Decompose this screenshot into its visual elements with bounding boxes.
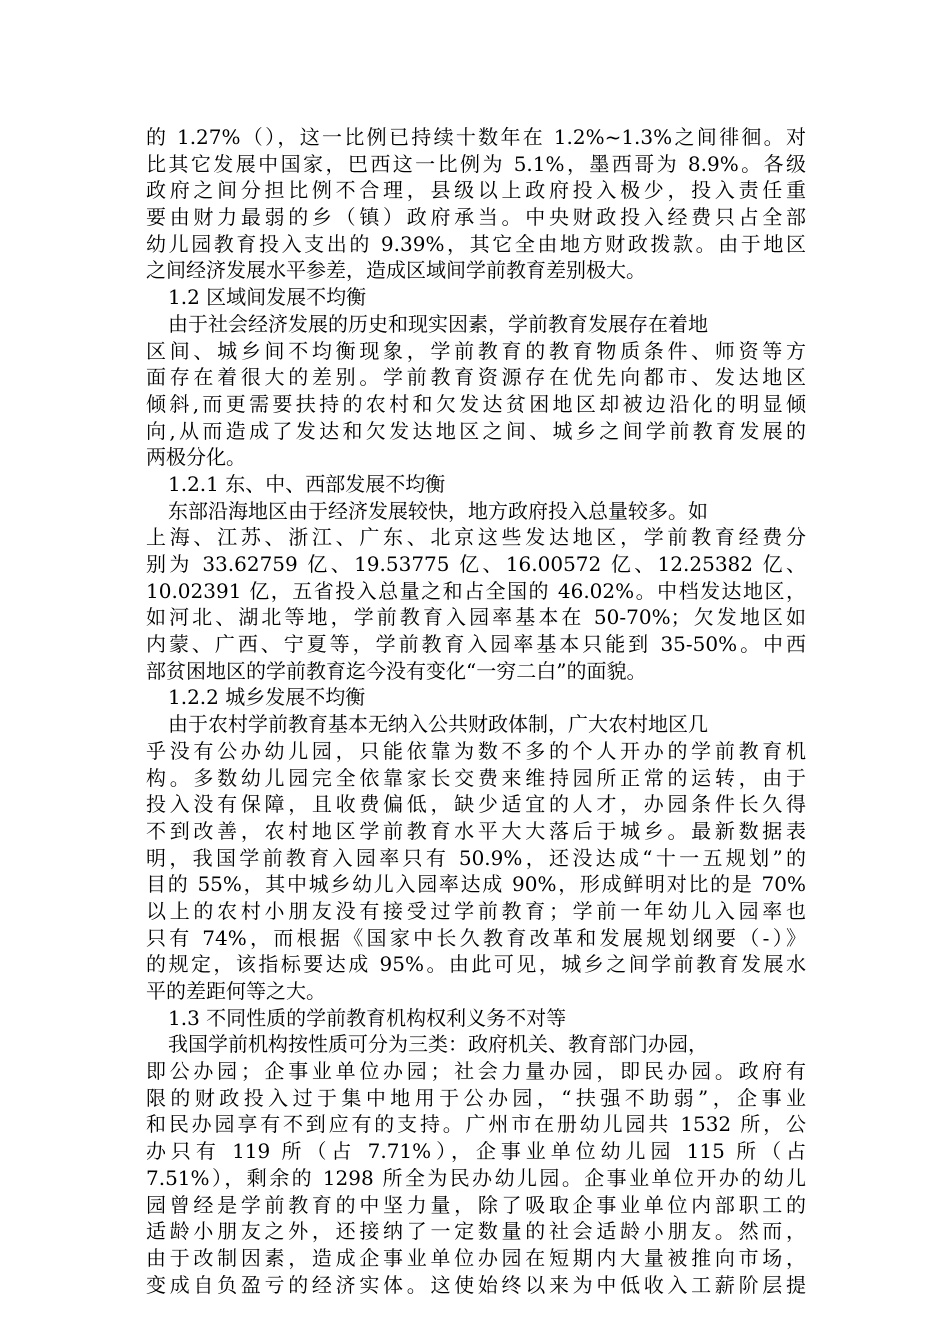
text-line: 构。多数幼儿园完全依靠家长交费来维持园所正常的运转，由于 [146,765,806,790]
text-line: 的规定，该指标要达成 95%。由此可见，城乡之间学前教育发展水 [146,952,806,977]
text-line: 即公办园；企事业单位办园；社会力量办园，即民办园。政府有 [146,1059,806,1084]
text-line: 幼儿园教育投入支出的 9.39%，其它全由地方财政拨款。由于地区 [146,231,806,256]
text-line: 只有 74%，而根据《国家中长久教育改革和发展规划纲要（-）》 [146,925,806,950]
section-line: 我国学前机构按性质可分为三类：政府机关、教育部门办园， [168,1032,708,1057]
text-line: 和民办园享有不到应有的支持。广州市在册幼儿园共 1532 所，公 [146,1112,806,1137]
text-line: 倾斜,而更需要扶持的农村和欠发达贫困地区却被边沿化的明显倾 [146,391,806,416]
text-line: 7.51%），剩余的 1298 所全为民办幼儿园。企事业单位开办的幼儿 [146,1165,806,1190]
section-line: 1.2 区域间发展不均衡 [168,285,367,310]
text-line: 园曾经是学前教育的中坚力量，除了吸取企事业单位内部职工的 [146,1192,806,1217]
text-line: 两极分化。 [146,445,246,470]
text-line: 以上的农村小朋友没有接受过学前教育；学前一年幼儿入园率也 [146,898,806,923]
text-line: 比其它发展中国家，巴西这一比例为 5.1%，墨西哥为 8.9%。各级 [146,151,806,176]
text-line: 乎没有公办幼儿园，只能依靠为数不多的个人开办的学前教育机 [146,738,806,763]
text-line: 明，我国学前教育入园率只有 50.9%，还没达成“十一五规划”的 [146,845,806,870]
text-line: 区间、城乡间不均衡现象，学前教育的教育物质条件、师资等方 [146,338,806,363]
text-line: 部贫困地区的学前教育迄今没有变化“一穷二白”的面貌。 [146,658,647,683]
section-line: 1.3 不同性质的学前教育机构权利义务不对等 [168,1005,567,1030]
text-line: 不到改善，农村地区学前教育水平大大落后于城乡。最新数据表 [146,818,806,843]
text-line: 之间经济发展水平参差，造成区域间学前教育差别极大。 [146,258,646,283]
text-line: 由于改制因素，造成企事业单位办园在短期内大量被推向市场， [146,1245,806,1270]
section-line: 1.2.1 东、中、西部发展不均衡 [168,471,446,496]
section-line: 1.2.2 城乡发展不均衡 [168,685,366,710]
text-line: 别为 33.62759 亿、19.53775 亿、16.00572 亿、12.25382 亿、 [146,552,806,576]
section-line: 东部沿海地区由于经济发展较快，地方政府投入总量较多。如 [168,498,708,523]
text-line: 平的差距何等之大。 [146,979,326,1003]
text-line: 要由财力最弱的乡（镇）政府承当。中央财政投入经费只占全部 [146,205,806,230]
text-line: 面存在着很大的差别。学前教育资源存在优先向都市、发达地区 [146,365,806,390]
text-line: 限的财政投入过于集中地用于公办园，“扶强不助弱”，企事业 [146,1085,806,1110]
document-page [146,124,806,1298]
text-line: 上海、江苏、浙江、广东、北京这些发达地区，学前教育经费分 [146,525,806,550]
text-line: 政府之间分担比例不合理，县级以上政府投入极少，投入责任重 [146,178,806,203]
section-line: 由于农村学前教育基本无纳入公共财政体制，广大农村地区几 [168,712,708,737]
text-line: 向,从而造成了发达和欠发达地区之间、城乡之间学前教育发展的 [146,418,806,443]
text-line: 目的 55%，其中城乡幼儿入园率达成 90%，形成鲜明对比的是 70% [146,872,806,897]
text-line: 投入没有保障，且收费偏低，缺少适宜的人才，办园条件长久得 [146,792,806,817]
text-line: 的 1.27%（），这一比例已持续十数年在 1.2%~1.3%之间徘徊。对 [146,125,806,149]
text-line: 10.02391 亿，五省投入总量之和占全国的 46.02%。中档发达地区， [146,578,806,603]
text-line: 内蒙、广西、宁夏等，学前教育入园率基本只能到 35-50%。中西 [146,632,806,657]
text-line: 如河北、湖北等地，学前教育入园率基本在 50-70%；欠发地区如 [146,605,806,630]
section-line: 由于社会经济发展的历史和现实因素，学前教育发展存在着地 [168,311,708,336]
text-line: 办只有 119 所（占 7.71%），企事业单位幼儿园 115 所（占 [146,1139,806,1164]
text-line: 适龄小朋友之外，还接纳了一定数量的社会适龄小朋友。然而， [146,1219,806,1244]
text-line: 变成自负盈亏的经济实体。这使始终以来为中低收入工薪阶层提 [146,1272,806,1297]
